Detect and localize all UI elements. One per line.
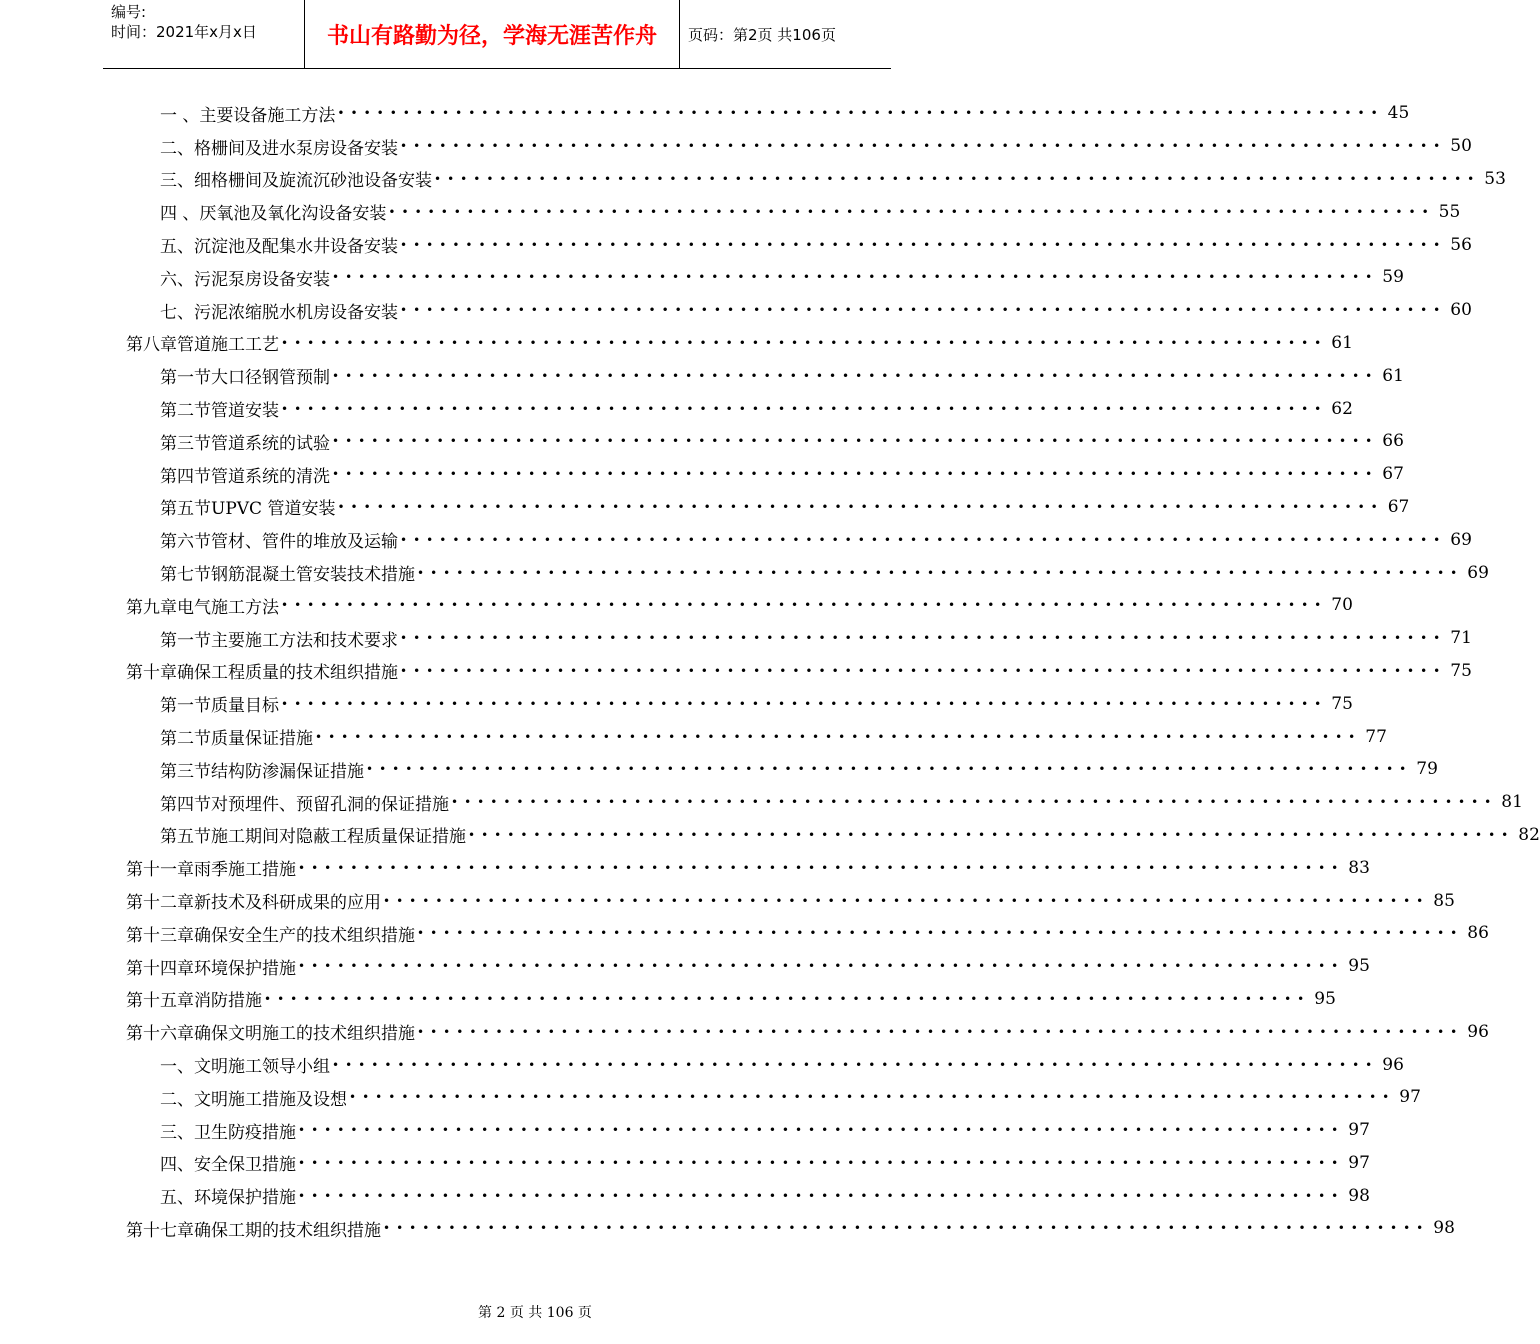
time-label: 时间：2021年x月x日 — [111, 23, 257, 41]
toc-entry-page: 75 — [1450, 660, 1472, 681]
dot-leader: •••••••••••••••••••••••••••••••••••••••••••••••••••••••••••••••••••••••••••••••• — [281, 598, 1328, 613]
toc-entry-page: 97 — [1348, 1152, 1370, 1173]
toc-entry-page: 83 — [1348, 857, 1370, 878]
toc-entry-page: 82 — [1518, 824, 1540, 845]
toc-entry-page: 62 — [1331, 398, 1353, 419]
toc-entry-number: 第十章 — [126, 663, 177, 684]
toc-entry-number: 六、 — [160, 269, 194, 290]
toc-entry-title: 主要施工方法和技术要求 — [211, 630, 398, 651]
toc-entry[interactable] — [0, 1081, 1421, 1114]
toc-entry-number: 第三节 — [160, 761, 211, 782]
toc-entry-title: 对预埋件、预留孔洞的保证措施 — [211, 794, 449, 815]
dot-leader: •••••••••••••••••••••••••••••••••••••••••••••••••••••••••••••••••••••••••••••••• — [468, 827, 1515, 842]
toc-entry[interactable] — [0, 556, 1489, 589]
toc-entry[interactable] — [0, 655, 1472, 688]
page-header — [103, 0, 891, 69]
toc-entry[interactable] — [0, 491, 1410, 524]
toc-entry-page: 70 — [1331, 595, 1353, 616]
toc-entry-page: 71 — [1450, 628, 1472, 649]
toc-entry[interactable] — [0, 917, 1489, 950]
toc-entry[interactable] — [0, 327, 1353, 360]
dot-leader: •••••••••••••••••••••••••••••••••••••••••••••••••••••••••••••••••••••••••••••••• — [417, 1024, 1464, 1039]
dot-leader: •••••••••••••••••••••••••••••••••••••••••••••••••••••••••••••••••••••••••••••••• — [388, 204, 1435, 219]
dot-leader: •••••••••••••••••••••••••••••••••••••••••••••••••••••••••••••••••••••••••••••••• — [400, 237, 1447, 252]
toc-entry-number: 第六节 — [160, 532, 211, 553]
toc-entry[interactable] — [0, 819, 1540, 852]
header-motto: 书山有路勤为径，学海无涯苦作舟 — [305, 0, 680, 68]
toc-entry-page: 55 — [1438, 201, 1461, 222]
toc-entry[interactable] — [0, 458, 1404, 491]
toc-entry-page: 67 — [1382, 464, 1404, 485]
toc-entry-page: 69 — [1450, 529, 1472, 550]
toc-entry[interactable] — [0, 294, 1472, 327]
toc-entry-page: 98 — [1348, 1185, 1370, 1206]
toc-entry-title: 大口径钢管预制 — [211, 368, 330, 389]
toc-entry[interactable] — [0, 687, 1353, 720]
toc-entry-number: 四 、 — [160, 204, 200, 225]
toc-entry-page: 61 — [1331, 332, 1353, 353]
toc-entry-title: 质量保证措施 — [211, 729, 313, 750]
toc-entry-number: 第四节 — [160, 466, 211, 487]
toc-entry[interactable] — [0, 950, 1370, 983]
toc-entry-page: 67 — [1387, 496, 1410, 517]
dot-leader: •••••••••••••••••••••••••••••••••••••••••••••••••••••••••••••••••••••••••••••••• — [337, 106, 1384, 121]
toc-entry-number: 第一节 — [160, 696, 211, 717]
toc-entry-number: 第一节 — [160, 630, 211, 651]
toc-entry-number: 三、 — [160, 1122, 194, 1143]
toc-entry-number: 第十二章 — [126, 893, 194, 914]
toc-entry-page: 86 — [1467, 923, 1489, 944]
toc-entry[interactable] — [0, 130, 1472, 163]
dot-leader: •••••••••••••••••••••••••••••••••••••••••••••••••••••••••••••••••••••••••••••••• — [315, 729, 1362, 744]
dot-leader: •••••••••••••••••••••••••••••••••••••••••••••••••••••••••••••••••••••••••••••••• — [400, 631, 1447, 646]
dot-leader: •••••••••••••••••••••••••••••••••••••••••••••••••••••••••••••••••••••••••••••••• — [298, 1123, 1345, 1138]
header-page-info: 页码：第2页 共106页 — [688, 25, 836, 44]
toc-entry-page: 81 — [1501, 792, 1523, 813]
toc-entry-number: 四、 — [160, 1155, 194, 1176]
dot-leader: •••••••••••••••••••••••••••••••••••••••••••••••••••••••••••••••••••••••••••••••• — [332, 467, 1379, 482]
dot-leader: •••••••••••••••••••••••••••••••••••••••••••••••••••••••••••••••••••••••••••••••• — [332, 1057, 1379, 1072]
toc-entry-title: 确保工程质量的技术组织措施 — [177, 663, 398, 684]
toc-entry[interactable] — [0, 1179, 1370, 1212]
dot-leader: •••••••••••••••••••••••••••••••••••••••••••••••••••••••••••••••••••••••••••••••• — [298, 1188, 1345, 1203]
toc-entry-title: 新技术及科研成果的应用 — [194, 893, 381, 914]
toc-entry[interactable] — [0, 851, 1370, 884]
toc-entry-number: 第八章 — [126, 335, 177, 356]
toc-entry-title: 管道系统的清洗 — [211, 466, 330, 487]
toc-entry-title: 文明施工措施及设想 — [194, 1089, 347, 1110]
toc-entry-page: 96 — [1467, 1021, 1489, 1042]
toc-entry[interactable] — [0, 261, 1404, 294]
page-footer: 第 2 页 共 106 页 — [478, 1305, 592, 1321]
toc-entry-number: 五、 — [160, 237, 194, 258]
toc-entry-title: 卫生防疫措施 — [194, 1122, 296, 1143]
toc-entry-title: 电气施工方法 — [177, 597, 279, 618]
toc-entry[interactable] — [0, 1212, 1455, 1245]
toc-entry-title: 结构防渗漏保证措施 — [211, 761, 364, 782]
toc-entry-title: 细格栅间及旋流沉砂池设备安装 — [194, 171, 432, 192]
toc-entry-page: 97 — [1348, 1120, 1370, 1141]
toc-entry-number: 第四节 — [160, 794, 211, 815]
toc-entry-number: 二、 — [160, 1089, 194, 1110]
toc-entry-title: 厌氧池及氧化沟设备安装 — [199, 204, 387, 225]
dot-leader: •••••••••••••••••••••••••••••••••••••••••••••••••••••••••••••••••••••••••••••••• — [332, 270, 1379, 285]
header-meta — [103, 0, 305, 68]
toc-entry-page: 95 — [1314, 988, 1336, 1009]
toc-entry-number: 第五节 — [160, 499, 211, 520]
toc-entry-title: 雨季施工措施 — [194, 860, 296, 881]
dot-leader: •••••••••••••••••••••••••••••••••••••••••••••••••••••••••••••••••••••••••••••••• — [400, 532, 1447, 547]
toc-entry[interactable] — [0, 1147, 1370, 1180]
toc-entry[interactable] — [0, 425, 1404, 458]
toc-entry-page: 61 — [1382, 365, 1404, 386]
toc-entry-page: 96 — [1382, 1054, 1404, 1075]
dot-leader: •••••••••••••••••••••••••••••••••••••••••••••••••••••••••••••••••••••••••••••••• — [451, 795, 1498, 810]
dot-leader: •••••••••••••••••••••••••••••••••••••••••••••••••••••••••••••••••••••••••••••••• — [332, 434, 1379, 449]
toc-entry-number: 第二节 — [160, 401, 211, 422]
toc-entry-page: 56 — [1450, 234, 1472, 255]
toc-entry-number: 第十三章 — [126, 925, 194, 946]
toc-entry-title: 钢筋混凝土管安装技术措施 — [211, 565, 415, 586]
toc-entry-page: 77 — [1365, 726, 1387, 747]
toc-entry-number: 第十七章 — [126, 1220, 194, 1241]
toc-entry-number: 三、 — [160, 171, 194, 192]
table-of-contents — [0, 97, 1540, 1245]
toc-entry-title: 施工期间对隐蔽工程质量保证措施 — [211, 827, 466, 848]
toc-entry[interactable] — [0, 753, 1438, 786]
toc-entry-number: 一 、 — [160, 105, 200, 126]
toc-entry-page: 53 — [1484, 168, 1506, 189]
toc-entry-title: 管道安装 — [211, 401, 279, 422]
toc-entry-number: 第七节 — [160, 565, 211, 586]
toc-entry[interactable] — [0, 228, 1472, 261]
toc-entry[interactable] — [0, 195, 1461, 228]
toc-entry[interactable] — [0, 1048, 1404, 1081]
toc-entry-number: 第十一章 — [126, 860, 194, 881]
toc-entry[interactable] — [0, 622, 1472, 655]
serial-label: 编号: — [111, 3, 147, 21]
dot-leader: •••••••••••••••••••••••••••••••••••••••••••••••••••••••••••••••••••••••••••••••• — [264, 991, 1311, 1006]
dot-leader: •••••••••••••••••••••••••••••••••••••••••••••••••••••••••••••••••••••••••••••••• — [383, 1221, 1430, 1236]
toc-entry-page: 98 — [1433, 1218, 1455, 1239]
toc-entry-title: 质量目标 — [211, 696, 279, 717]
toc-entry-title: 环境保护措施 — [194, 1188, 296, 1209]
toc-entry[interactable] — [0, 523, 1472, 556]
toc-entry-title: 环境保护措施 — [194, 958, 296, 979]
toc-entry-title: 沉淀池及配集水井设备安装 — [194, 237, 398, 258]
dot-leader: •••••••••••••••••••••••••••••••••••••••••••••••••••••••••••••••••••••••••••••••• — [281, 696, 1328, 711]
toc-entry-number: 第十六章 — [126, 1024, 194, 1045]
toc-entry-title: 污泥浓缩脱水机房设备安装 — [194, 302, 398, 323]
toc-entry[interactable] — [0, 1015, 1489, 1048]
toc-entry-number: 第九章 — [126, 597, 177, 618]
dot-leader: •••••••••••••••••••••••••••••••••••••••••••••••••••••••••••••••••••••••••••••••• — [383, 893, 1430, 908]
toc-entry[interactable] — [0, 97, 1410, 130]
toc-entry[interactable] — [0, 1114, 1370, 1147]
toc-entry-number: 第五节 — [160, 827, 211, 848]
toc-entry-title: 污泥泵房设备安装 — [194, 269, 330, 290]
toc-entry-title: UPVC 管道安装 — [211, 499, 336, 520]
dot-leader: •••••••••••••••••••••••••••••••••••••••••••••••••••••••••••••••••••••••••••••••• — [400, 663, 1447, 678]
dot-leader: •••••••••••••••••••••••••••••••••••••••••••••••••••••••••••••••••••••••••••••••• — [400, 303, 1447, 318]
toc-entry-page: 95 — [1348, 956, 1370, 977]
toc-entry[interactable] — [0, 392, 1353, 425]
toc-entry[interactable] — [0, 786, 1523, 819]
toc-entry-page: 97 — [1399, 1087, 1421, 1108]
dot-leader: •••••••••••••••••••••••••••••••••••••••••••••••••••••••••••••••••••••••••••••••• — [281, 335, 1328, 350]
dot-leader: •••••••••••••••••••••••••••••••••••••••••••••••••••••••••••••••••••••••••••••••• — [400, 139, 1447, 154]
toc-entry-number: 一、 — [160, 1057, 194, 1077]
dot-leader: •••••••••••••••••••••••••••••••••••••••••••••••••••••••••••••••••••••••••••••••• — [332, 368, 1379, 383]
toc-entry-title: 管材、管件的堆放及运输 — [211, 532, 398, 553]
toc-entry-number: 二、 — [160, 138, 194, 159]
toc-entry-title: 管道系统的试验 — [211, 433, 330, 454]
toc-entry-page: 66 — [1382, 431, 1404, 452]
toc-entry[interactable] — [0, 983, 1336, 1016]
toc-entry-number: 五、 — [160, 1188, 194, 1209]
toc-entry-title: 管道施工工艺 — [177, 335, 279, 356]
dot-leader: •••••••••••••••••••••••••••••••••••••••••••••••••••••••••••••••••••••••••••••••• — [434, 171, 1481, 186]
toc-entry-title: 格栅间及进水泵房设备安装 — [194, 138, 398, 159]
toc-entry[interactable] — [0, 359, 1404, 392]
toc-entry-number: 第三节 — [160, 433, 211, 454]
toc-entry-page: 45 — [1387, 103, 1410, 124]
toc-entry-page: 79 — [1416, 759, 1438, 780]
toc-entry-number: 七、 — [160, 302, 194, 323]
toc-entry[interactable] — [0, 884, 1455, 917]
dot-leader: •••••••••••••••••••••••••••••••••••••••••••••••••••••••••••••••••••••••••••••••• — [298, 959, 1345, 974]
toc-entry-page: 75 — [1331, 693, 1353, 714]
dot-leader: •••••••••••••••••••••••••••••••••••••••••••••••••••••••••••••••••••••••••••••••• — [298, 1155, 1345, 1170]
dot-leader: •••••••••••••••••••••••••••••••••••••••••••••••••••••••••••••••••••••••••••••••• — [417, 926, 1464, 941]
dot-leader: •••••••••••••••••••••••••••••••••••••••••••••••••••••••••••••••••••••••••••••••• — [349, 1090, 1396, 1105]
toc-entry-title: 文明施工领导小组 — [194, 1057, 330, 1077]
toc-entry-page: 59 — [1382, 267, 1404, 288]
toc-entry-title: 消防措施 — [194, 991, 262, 1012]
toc-entry-title: 确保文明施工的技术组织措施 — [194, 1024, 415, 1045]
toc-entry-title: 安全保卫措施 — [194, 1155, 296, 1176]
toc-entry[interactable] — [0, 589, 1353, 622]
toc-entry-page: 69 — [1467, 562, 1489, 583]
dot-leader: •••••••••••••••••••••••••••••••••••••••••••••••••••••••••••••••••••••••••••••••• — [366, 762, 1413, 777]
toc-entry-title: 主要设备施工方法 — [199, 105, 336, 126]
toc-entry[interactable] — [0, 720, 1387, 753]
toc-entry-number: 第二节 — [160, 729, 211, 750]
toc-entry-page: 60 — [1450, 300, 1472, 321]
toc-entry[interactable] — [0, 163, 1506, 196]
toc-entry-number: 第十五章 — [126, 991, 194, 1012]
toc-entry-title: 确保工期的技术组织措施 — [194, 1220, 381, 1241]
toc-entry-number: 第一节 — [160, 368, 211, 389]
toc-entry-page: 85 — [1433, 890, 1455, 911]
toc-entry-number: 第十四章 — [126, 958, 194, 979]
toc-entry-page: 50 — [1450, 136, 1472, 157]
dot-leader: •••••••••••••••••••••••••••••••••••••••••••••••••••••••••••••••••••••••••••••••• — [281, 401, 1328, 416]
dot-leader: •••••••••••••••••••••••••••••••••••••••••••••••••••••••••••••••••••••••••••••••• — [298, 860, 1345, 875]
dot-leader: •••••••••••••••••••••••••••••••••••••••••••••••••••••••••••••••••••••••••••••••• — [337, 499, 1384, 514]
toc-entry-title: 确保安全生产的技术组织措施 — [194, 925, 415, 946]
dot-leader: •••••••••••••••••••••••••••••••••••••••••••••••••••••••••••••••••••••••••••••••• — [417, 565, 1464, 580]
